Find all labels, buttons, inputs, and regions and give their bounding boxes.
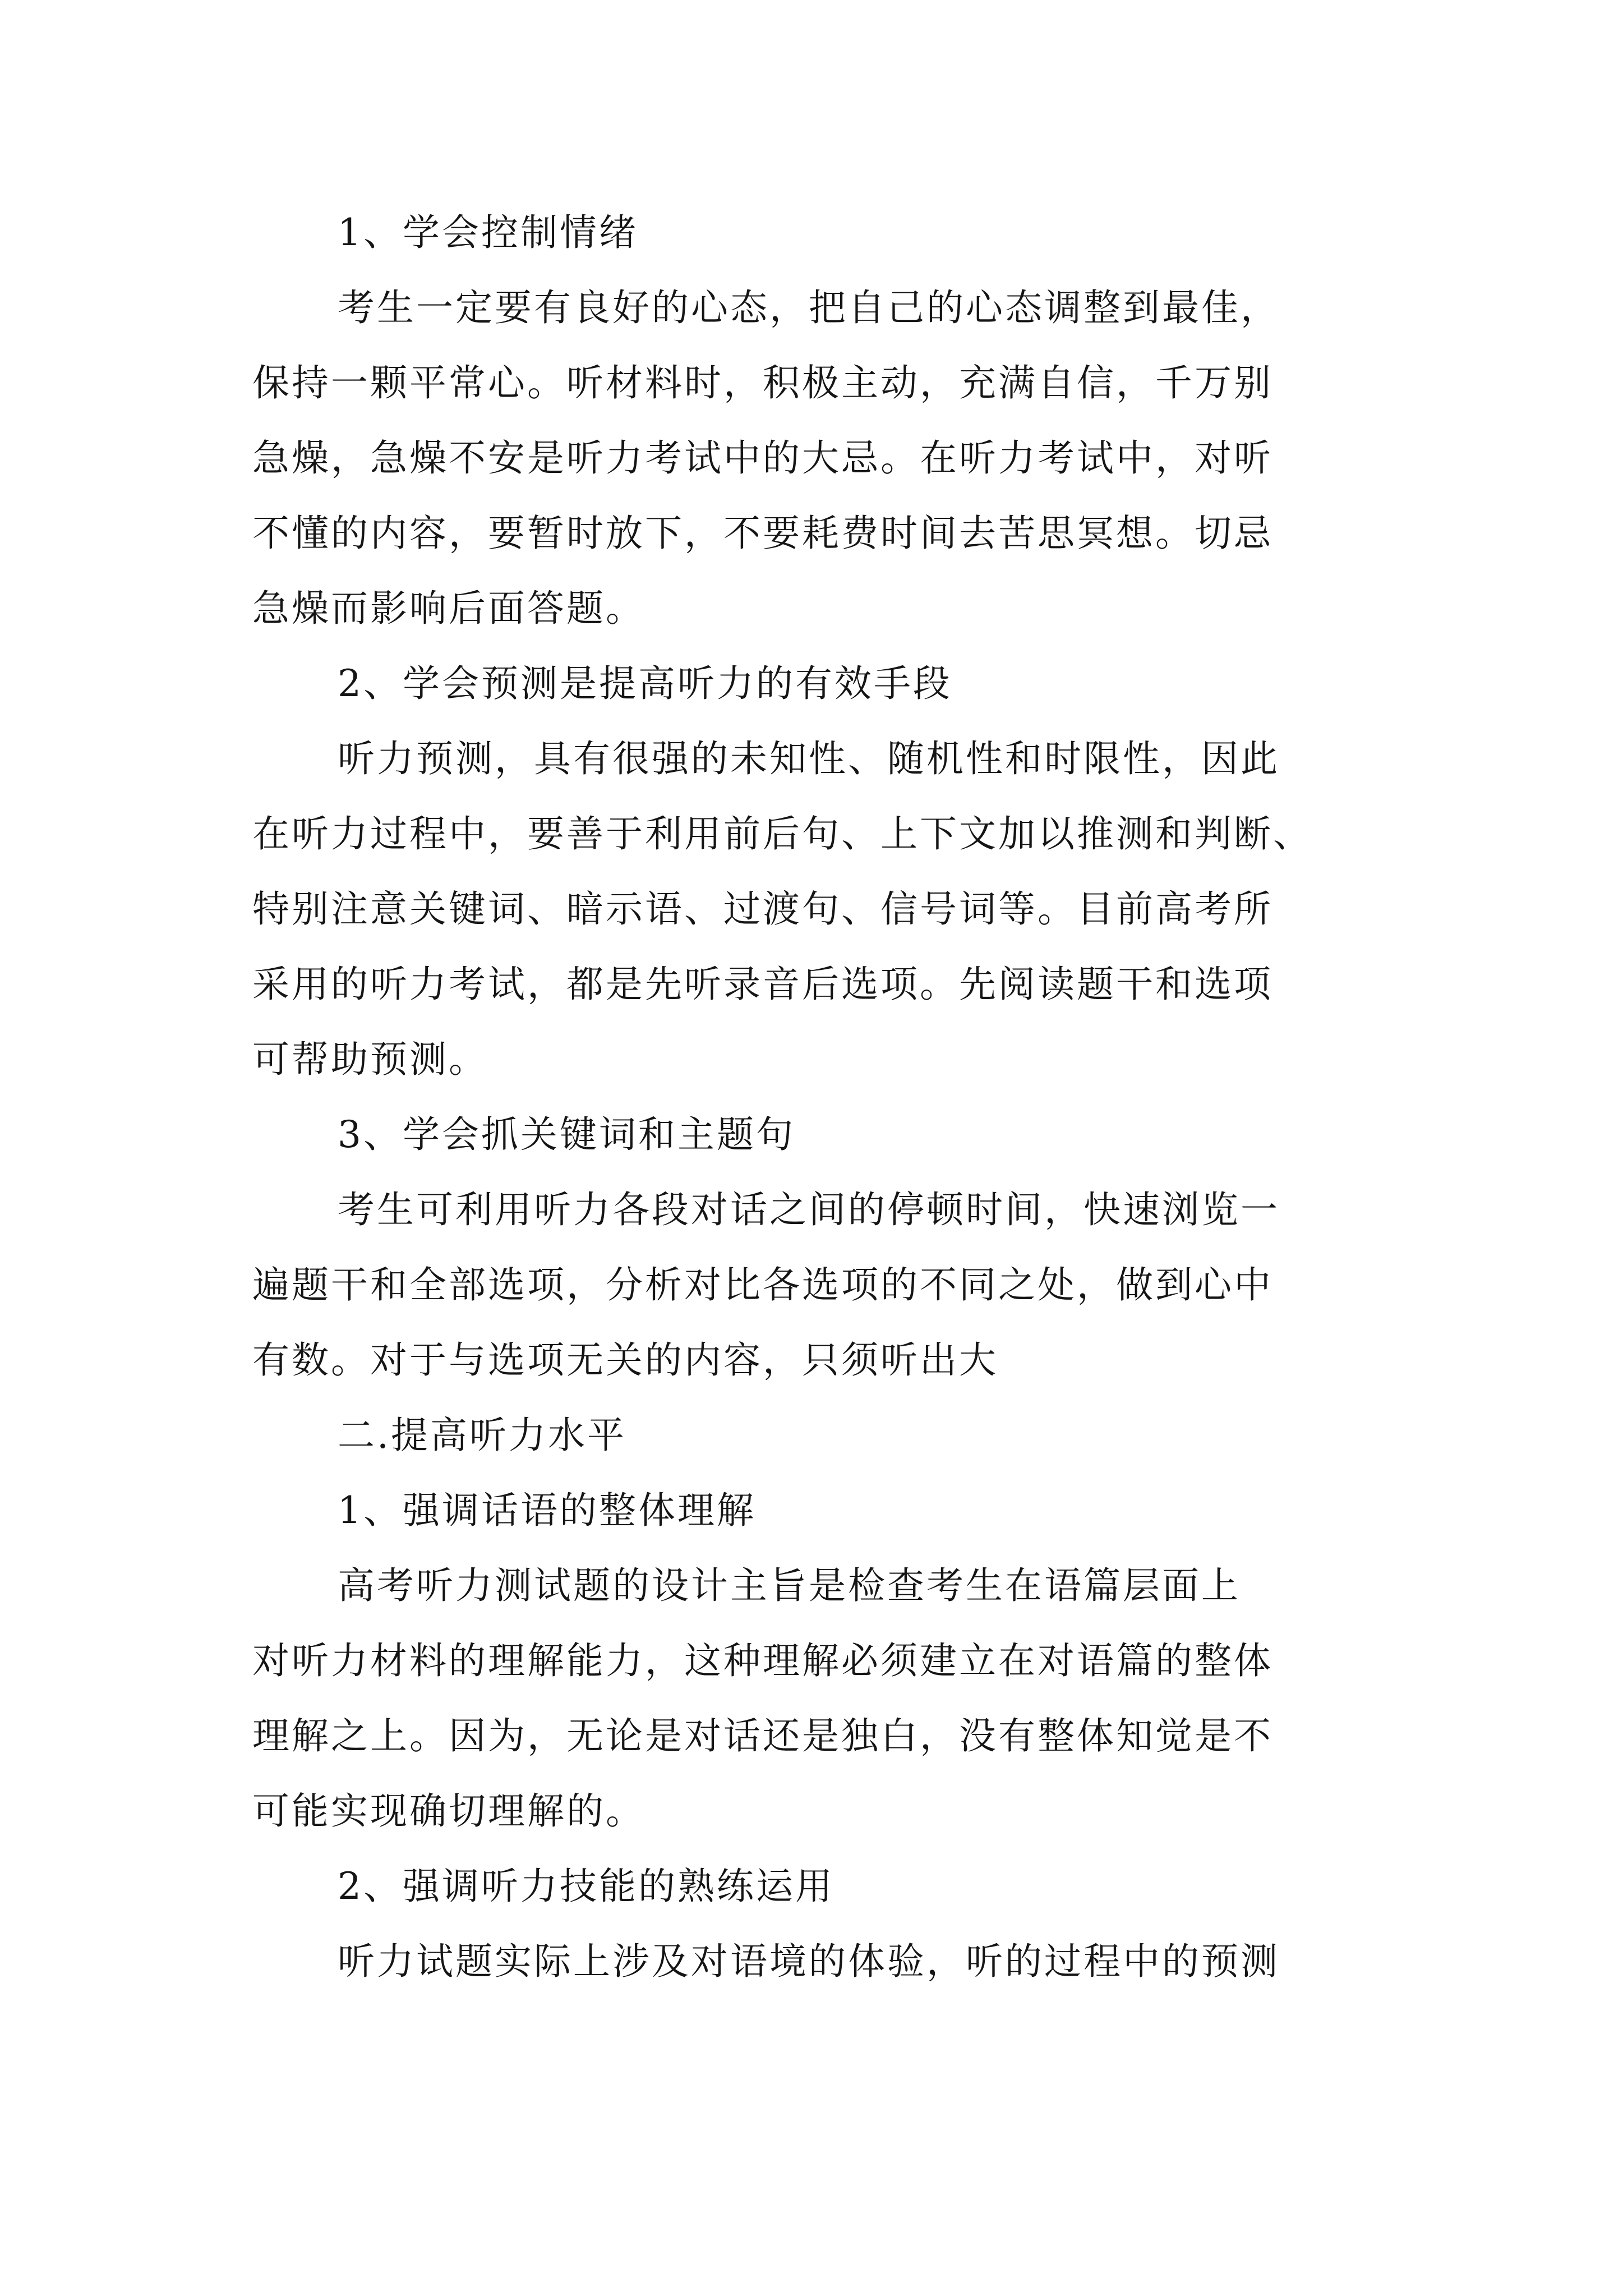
paragraph-line: 特别注意关键词、暗示语、过渡句、信号词等。目前高考所 (252, 887, 1273, 931)
paragraph-line: 遍题干和全部选项，分析对比各选项的不同之处，做到心中 (252, 1263, 1273, 1306)
heading-2-prediction: 2、学会预测是提高听力的有效手段 (338, 662, 952, 705)
paragraph-line: 考生一定要有良好的心态，把自己的心态调整到最佳， (338, 286, 1280, 329)
paragraph-line: 听力试题实际上涉及对语境的体验，听的过程中的预测 (338, 1940, 1280, 1983)
paragraph-line: 听力预测，具有很强的未知性、随机性和时限性，因此 (338, 737, 1280, 780)
heading-1-overall-understanding: 1、强调话语的整体理解 (338, 1489, 756, 1532)
section-heading-improve-listening: 二.提高听力水平 (338, 1414, 626, 1457)
paragraph-line: 对听力材料的理解能力，这种理解必须建立在对语篇的整体 (252, 1639, 1273, 1682)
paragraph-line: 理解之上。因为，无论是对话还是独白，没有整体知觉是不 (252, 1714, 1273, 1757)
heading-1-control-emotion: 1、学会控制情绪 (338, 211, 638, 254)
heading-3-keywords: 3、学会抓关键词和主题句 (338, 1113, 795, 1156)
paragraph-line: 考生可利用听力各段对话之间的停顿时间，快速浏览一 (338, 1188, 1280, 1231)
paragraph-line: 可帮助预测。 (252, 1038, 488, 1081)
paragraph-line: 高考听力测试题的设计主旨是检查考生在语篇层面上 (338, 1564, 1241, 1607)
paragraph-line: 保持一颗平常心。听材料时，积极主动，充满自信，千万别 (252, 361, 1273, 404)
paragraph-line: 可能实现确切理解的。 (252, 1789, 645, 1833)
paragraph-line: 有数。对于与选项无关的内容，只须听出大 (252, 1338, 998, 1382)
paragraph-line: 不懂的内容，要暂时放下，不要耗费时间去苦思冥想。切忌 (252, 512, 1273, 555)
paragraph-line: 采用的听力考试，都是先听录音后选项。先阅读题干和选项 (252, 963, 1273, 1006)
heading-2-skill-usage: 2、强调听力技能的熟练运用 (338, 1865, 834, 1908)
paragraph-line: 急燥，急燥不安是听力考试中的大忌。在听力考试中，对听 (252, 436, 1273, 480)
paragraph-line: 急燥而影响后面答题。 (252, 587, 645, 630)
paragraph-line: 在听力过程中，要善于利用前后句、上下文加以推测和判断、 (252, 812, 1312, 855)
